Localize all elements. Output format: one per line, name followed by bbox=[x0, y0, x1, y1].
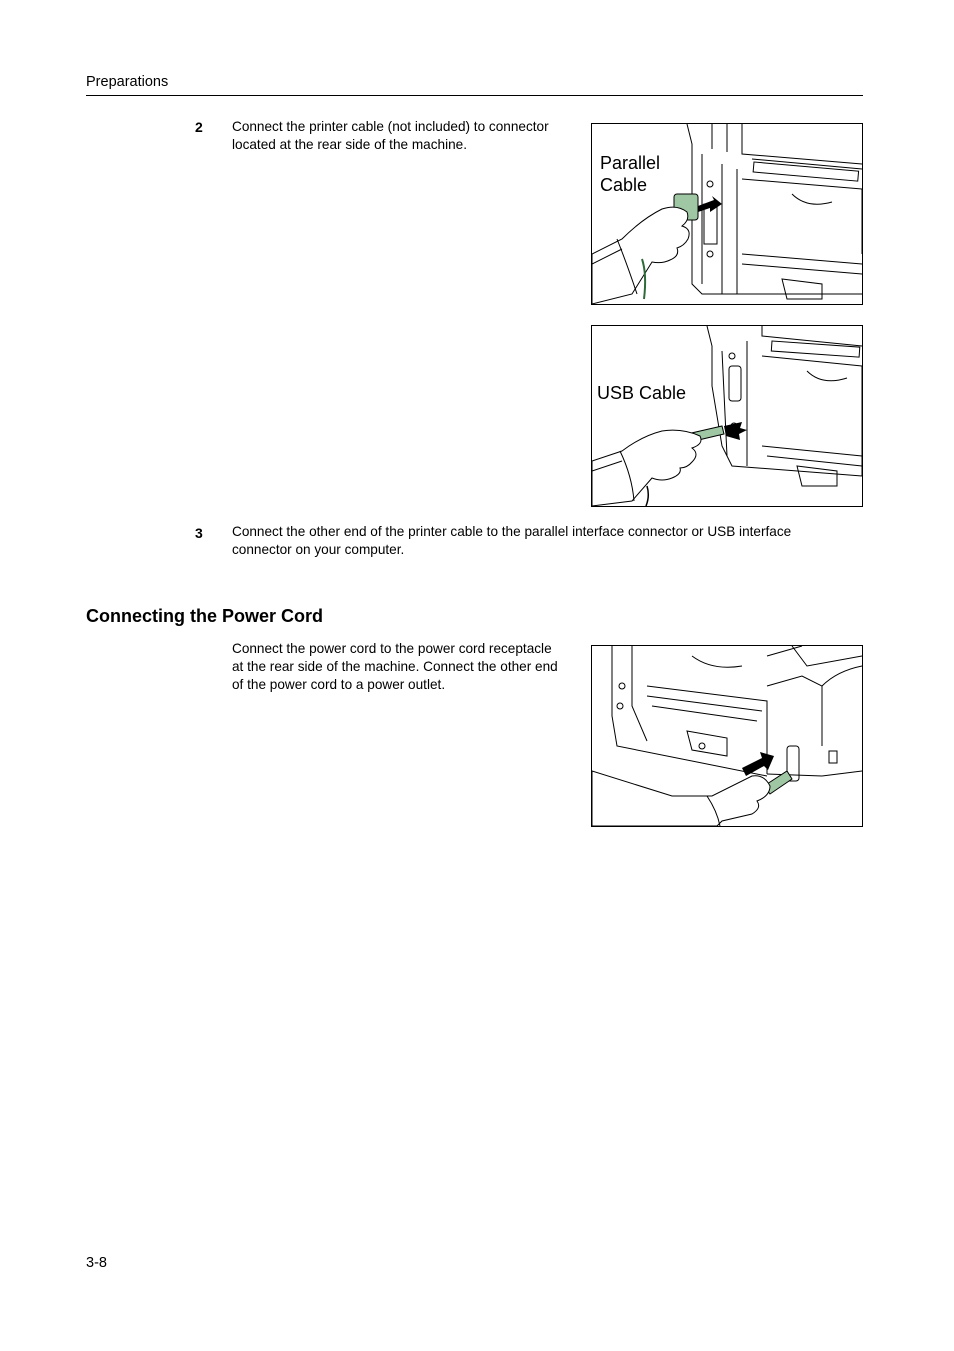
step-3-text bbox=[232, 523, 791, 559]
parallel-cable-label-line-2: Cable bbox=[600, 175, 648, 195]
header-rule bbox=[86, 95, 863, 96]
power-cord-drawing bbox=[592, 646, 862, 826]
step-2-number: 2 bbox=[195, 119, 203, 135]
step-2-line-1: Connect the printer cable (not included) to connector bbox=[232, 119, 549, 134]
usb-cable-label: USB Cable bbox=[597, 383, 687, 403]
usb-cable-drawing bbox=[592, 326, 862, 506]
power-cord-line-3: of the power cord to a power outlet. bbox=[232, 677, 446, 692]
power-cord-line-2: at the rear side of the machine. Connect the other end bbox=[232, 659, 558, 674]
parallel-cable-label bbox=[600, 152, 660, 196]
power-cord-section-title: Connecting the Power Cord bbox=[86, 606, 324, 626]
step-3-line-1: Connect the other end of the printer cable to the parallel interface connector or USB interface bbox=[232, 524, 792, 539]
parallel-cable-drawing bbox=[592, 124, 862, 304]
power-cord-text bbox=[232, 640, 558, 694]
parallel-cable-illustration bbox=[591, 123, 863, 305]
step-2-line-2: located at the rear side of the machine. bbox=[232, 137, 468, 152]
step-2-text bbox=[232, 118, 549, 154]
usb-cable-illustration bbox=[591, 325, 863, 507]
power-cord-illustration bbox=[591, 645, 863, 827]
parallel-cable-label-line-1: Parallel bbox=[600, 153, 661, 173]
page-number: 3-8 bbox=[86, 1255, 107, 1271]
power-cord-line-1: Connect the power cord to the power cord receptacle bbox=[232, 641, 552, 656]
step-3-number: 3 bbox=[195, 525, 203, 541]
running-header: Preparations bbox=[86, 74, 169, 90]
step-3-line-2: connector on your computer. bbox=[232, 542, 405, 557]
